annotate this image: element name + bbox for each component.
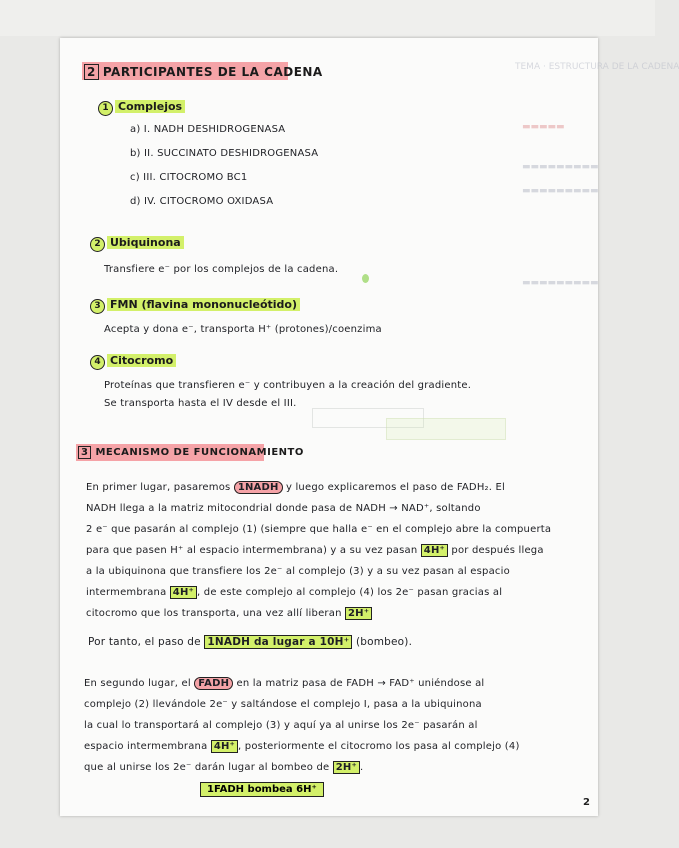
bleed-text: ▬▬▬▬▬ — [522, 122, 565, 132]
complejo-item: a) I. NADH DESHIDROGENASA — [130, 124, 286, 135]
item-title: FMN (flavina mononucleótido) — [107, 298, 300, 311]
circled-term: 1NADH — [234, 481, 283, 494]
conclusion-2: 1FADH bombea 6H⁺ — [200, 782, 324, 797]
line-text: a la ubiquinona que transfiere los 2e⁻ al complejo (3) y a su vez pasan al espacio — [86, 566, 510, 577]
fmn-heading — [90, 298, 300, 314]
ubiquinona-heading — [90, 236, 184, 252]
line-text: que al unirse los 2e⁻ darán lugar al bombeo de — [84, 762, 333, 773]
ubiquinona-text: Transfiere e⁻ por los complejos de la cadena. — [104, 264, 339, 275]
bleed-text: ▬▬▬▬▬▬▬▬▬ — [522, 186, 599, 196]
bleed-text: ▬▬▬▬▬▬▬▬▬ — [522, 278, 599, 288]
line-text: para que pasen H⁺ al espacio intermembrana) y a su vez pasan — [86, 545, 421, 556]
line-text: . — [359, 762, 364, 773]
paragraph-line — [86, 503, 481, 514]
line-text: En primer lugar, pasaremos — [86, 482, 234, 493]
boxed-value: 2H⁺ — [333, 761, 360, 774]
item-title: Citocromo — [107, 354, 176, 367]
line-text: En segundo lugar, el — [84, 678, 195, 689]
line-text: , de este complejo al complejo (4) los 2e⁻ pasan gracias al — [197, 587, 503, 598]
section-title: PARTICIPANTES DE LA CADENA — [102, 65, 323, 79]
complejo-item: b) II. SUCCINATO DESHIDROGENASA — [130, 148, 319, 159]
complejo-item: c) III. CITOCROMO BC1 — [130, 172, 248, 183]
line-text: la cual lo transportará al complejo (3) y aquí ya al unirse los 2e⁻ pasarán al — [84, 720, 478, 731]
complejo-item: d) IV. CITOCROMO OXIDASA — [130, 196, 274, 207]
item-number: 4 — [90, 355, 105, 370]
section-title: MECANISMO DE FUNCIONAMIENTO — [95, 447, 304, 458]
bleed-text: ▬▬▬▬▬▬▬▬▬ — [522, 162, 599, 172]
boxed-value: 4H⁺ — [421, 544, 448, 557]
paragraph-line — [86, 608, 372, 619]
scan-background — [0, 0, 655, 36]
line-text: NADH llega a la matriz mitocondrial donde pasa de NADH → NAD⁺, soltando — [86, 503, 481, 514]
conclusion-1 — [88, 636, 412, 648]
citocromo-line: Proteínas que transfieren e⁻ y contribuyen a la creación del gradiente. — [104, 380, 472, 391]
conclusion-suffix: (bombeo). — [352, 636, 413, 648]
page-number: 2 — [583, 797, 590, 808]
item-number: 1 — [98, 101, 113, 116]
fmn-text: Acepta y dona e⁻, transporta H⁺ (protones)/coenzima — [104, 324, 382, 335]
paragraph-line — [84, 762, 363, 773]
section-3-heading — [78, 446, 304, 459]
conclusion-boxed: 1NADH da lugar a 10H⁺ — [204, 635, 352, 649]
bleed-box — [386, 418, 506, 440]
paragraph-line — [84, 741, 520, 752]
line-text: por después llega — [448, 545, 544, 556]
section-2-heading — [84, 64, 323, 80]
bleed-text: TEMA · ESTRUCTURA DE LA CADENA — [515, 62, 679, 72]
circled-term: FADH — [194, 677, 233, 690]
line-text: complejo (2) llevándole 2e⁻ y saltándose el complejo I, pasa a la ubiquinona — [84, 699, 482, 710]
boxed-value: 4H⁺ — [211, 740, 238, 753]
line-text: en la matriz pasa de FADH → FAD⁺ uniéndose al — [233, 678, 485, 689]
paragraph-line — [86, 566, 510, 577]
paragraph-line — [86, 545, 544, 556]
conclusion-prefix: Por tanto, el paso de — [88, 636, 205, 648]
boxed-value: 4H⁺ — [170, 586, 197, 599]
item-number: 2 — [90, 237, 105, 252]
paragraph-line — [84, 678, 484, 689]
decorative-dot — [362, 274, 369, 283]
item-title: Ubiquinona — [107, 236, 184, 249]
complejos-heading — [98, 100, 185, 116]
notebook-page — [60, 38, 679, 816]
paragraph-line — [86, 524, 551, 535]
line-text: 2 e⁻ que pasarán al complejo (1) (siempre que halla e⁻ en el complejo abre la compuerta — [86, 524, 552, 535]
boxed-value: 2H⁺ — [345, 607, 372, 620]
line-text: intermembrana — [86, 587, 170, 598]
item-number: 3 — [90, 299, 105, 314]
section-number: 2 — [84, 64, 99, 80]
paragraph-line — [86, 482, 505, 493]
line-text: espacio intermembrana — [84, 741, 211, 752]
item-title: Complejos — [115, 100, 185, 113]
citocromo-line: Se transporta hasta el IV desde el III. — [104, 398, 297, 409]
paragraph-line — [86, 587, 502, 598]
section-number: 3 — [78, 446, 91, 459]
line-text: citocromo que los transporta, una vez allí liberan — [86, 608, 345, 619]
paragraph-line — [84, 699, 482, 710]
paragraph-line — [84, 720, 478, 731]
citocromo-heading — [90, 354, 176, 370]
line-text: , posteriormente el citocromo los pasa al complejo (4) — [238, 741, 520, 752]
line-text: y luego explicaremos el paso de FADH₂. El — [282, 482, 506, 493]
